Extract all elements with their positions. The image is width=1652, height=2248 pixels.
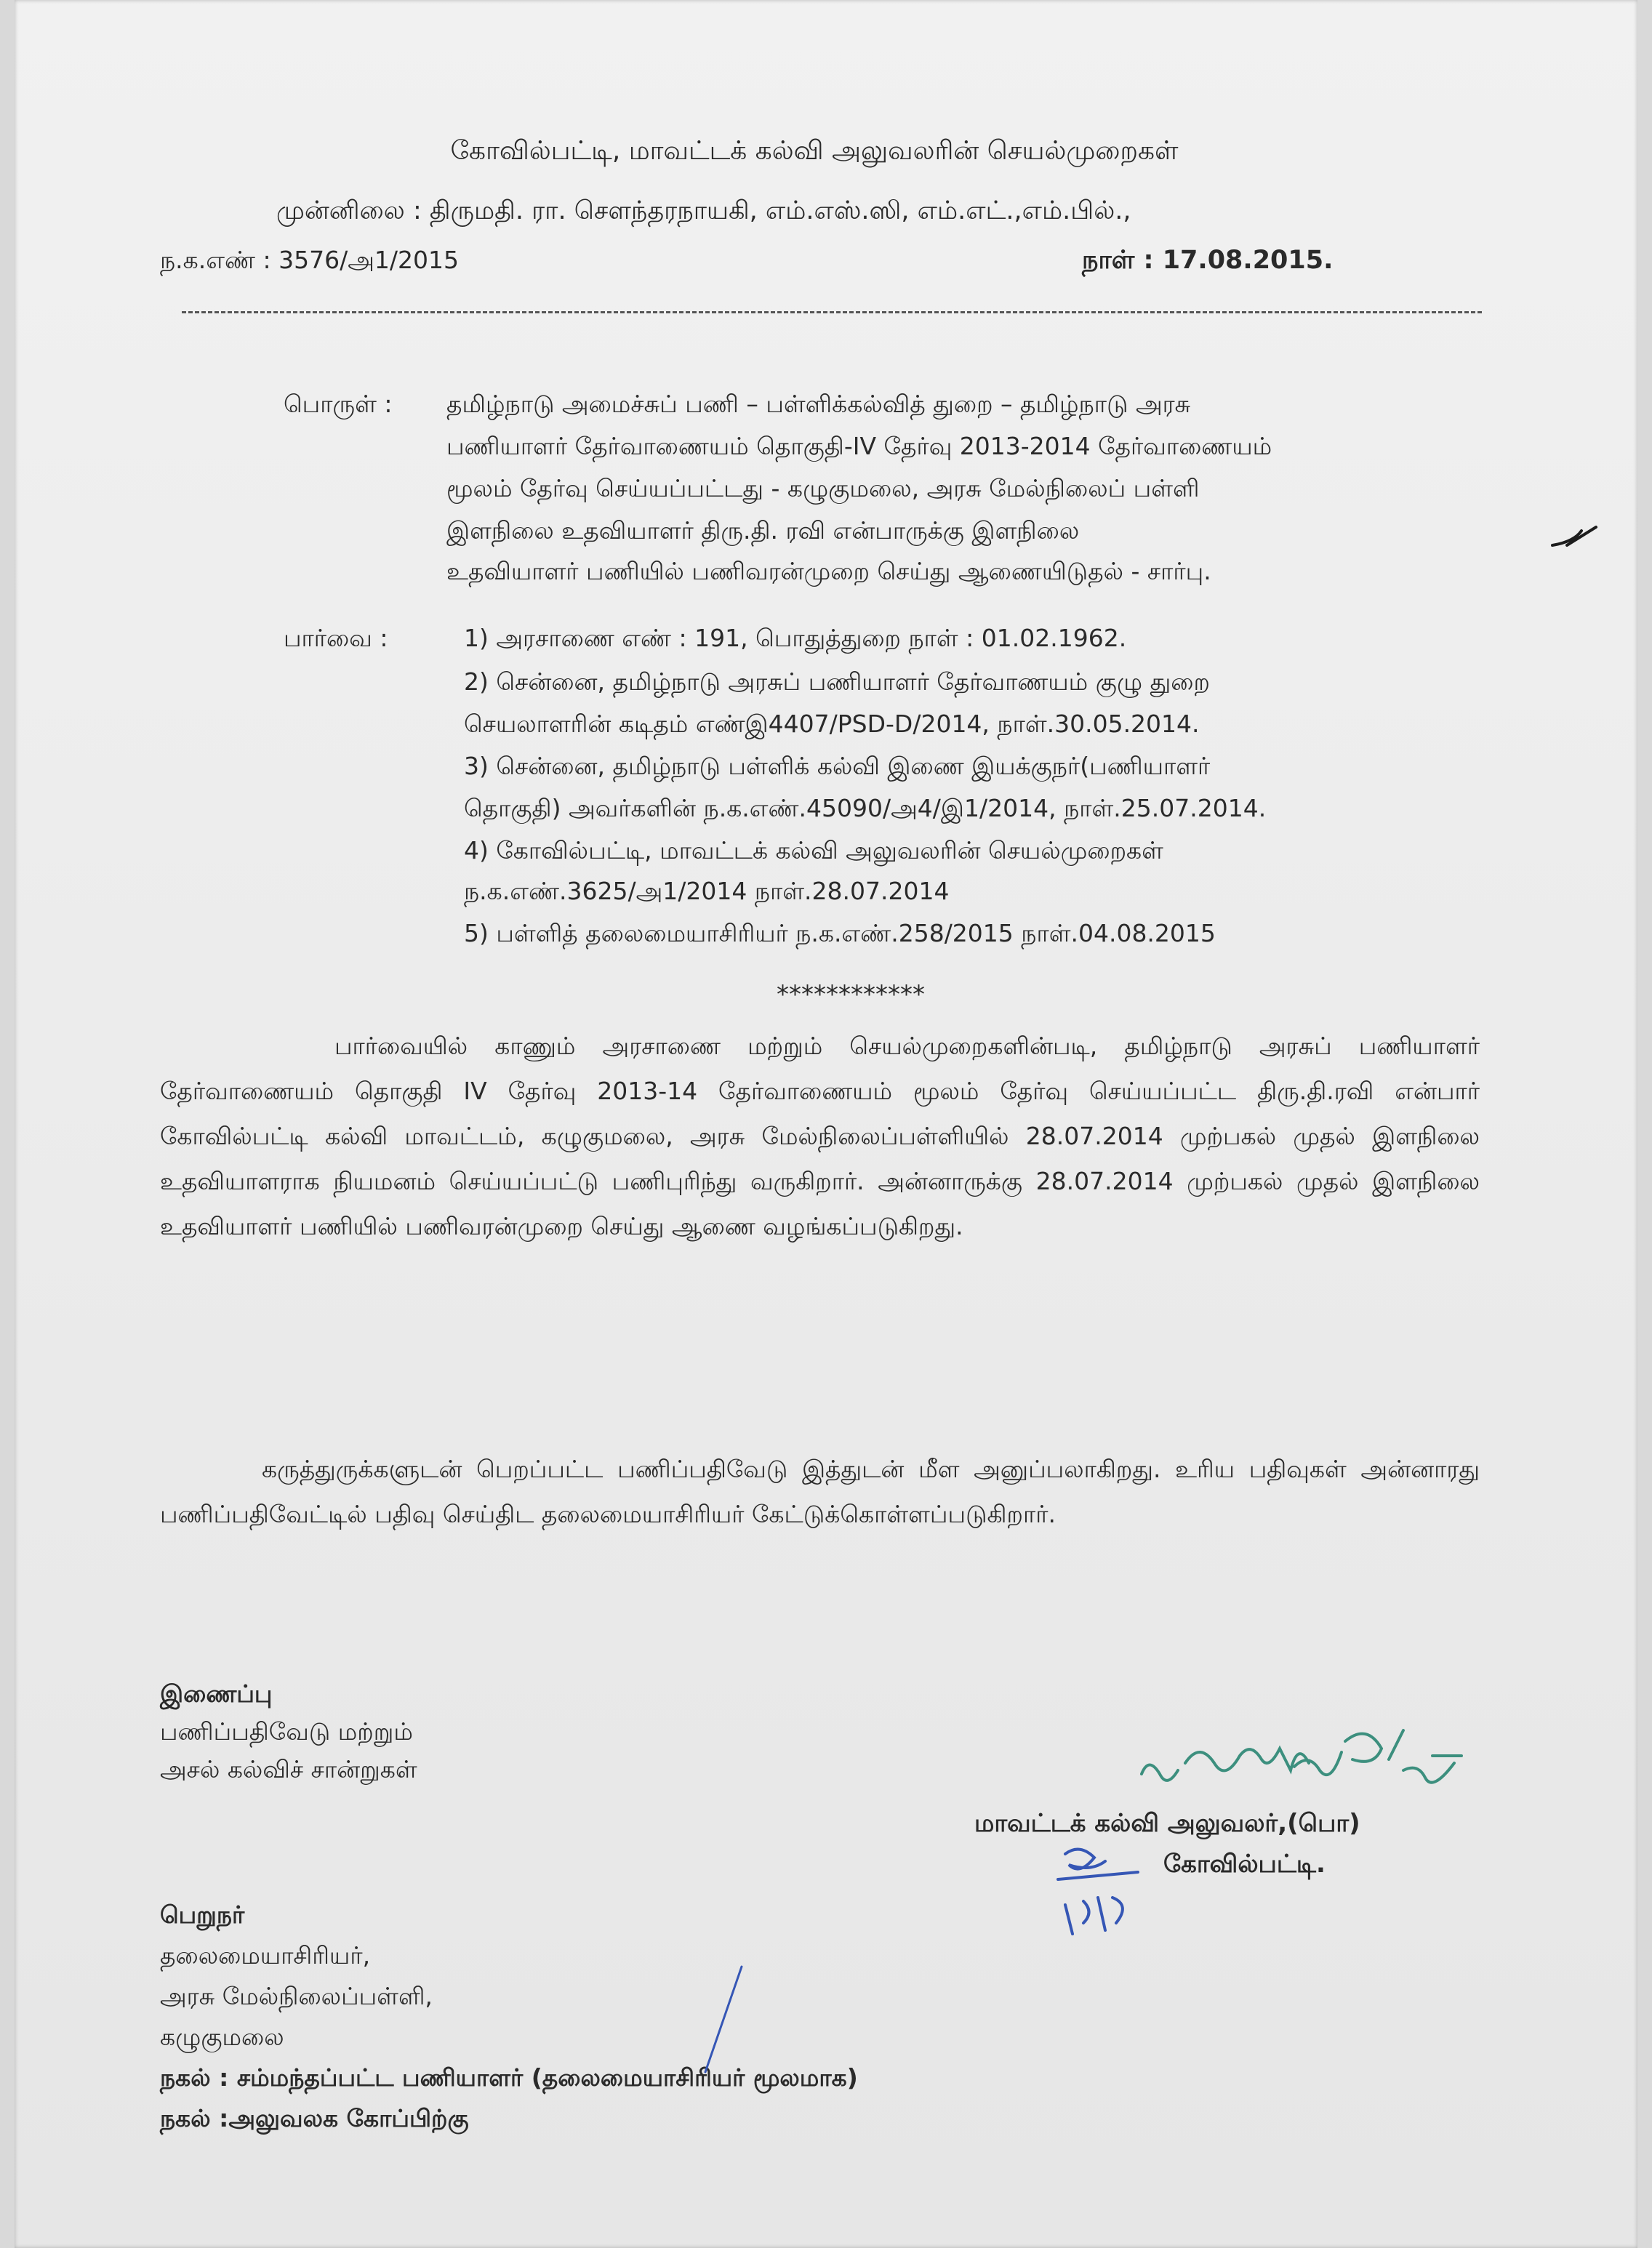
reference-line: 2) சென்னை, தமிழ்நாடு அரசுப் பணியாளர் தேர்வாணயம் குழு துறை [464,667,1210,696]
subject-line: இளநிலை உதவியாளர் திரு.தி. ரவி என்பாருக்கு இளநிலை [446,516,1080,545]
handwritten-signature [1127,1719,1491,1807]
reference-line: 1) அரசாணை எண் : 191, பொதுத்துறை நாள் : 01.02.1962. [464,624,1127,652]
recipient-title: பெறுநர் [160,1900,245,1929]
signatory-designation: மாவட்டக் கல்வி அலுவலர்,(பொ) [974,1809,1360,1838]
separator-stars: ************ [777,980,925,1009]
body-paragraph-1: பார்வையில் காணும் அரசாணை மற்றும் செயல்முறைகளின்படி, தமிழ்நாடு அரசுப் பணியாளர் தேர்வாணையம் தொகுதி IV தேர்வு 2013-14 தேர்வாணையம் மூலம் தேர்வு செய்யப்பட்ட திரு.தி.ரவி என்பார் கோவில்பட்டி கல்வி மாவட்டம், கழுகுமலை, அரசு மேல்நிலைப்பள்ளியில் 28.07.2014 முற்பகல் முதல் இளநிலை உதவியாளராக நியமனம் செய்யப்பட்டு பணிபுரிந்து வருகிறார். அன்னாருக்கு 28.07.2014 முற்பகல் முதல் இளநிலை உதவியாளர் பணியில் பணிவரன்முறை செய்து ஆணை வழங்கப்படுகிறது. [160,1032,1480,1240]
enclosure-line: அசல் கல்விச் சான்றுகள் [160,1755,417,1783]
reference-line: செயலாளரின் கடிதம் எண்இ4407/PSD-D/2014, நாள்.30.05.2014. [464,710,1200,738]
subject-line: மூலம் தேர்வு செய்யப்பட்டது - கழுகுமலை, அரசு மேல்நிலைப் பள்ளி [446,474,1200,502]
recipient-line: கழுகுமலை [160,2023,284,2051]
subject-label: பொருள் : [284,390,393,418]
copy-line: நகல் : சம்மந்தப்பட்ட பணியாளர் (தலைமையாசிரியர் மூலமாக) [160,2063,858,2092]
handwritten-initial-mark [1043,1839,1152,1941]
pen-stroke-mark [691,1963,749,2079]
enclosure-title: இணைப்பு [160,1679,273,1708]
document-date: நாள் : 17.08.2015. [1082,246,1334,275]
recipient-line: தலைமையாசிரியர், [160,1941,371,1970]
subject-line: உதவியாளர் பணியில் பணிவரன்முறை செய்து ஆணையிடுதல் - சார்பு. [446,557,1211,585]
reference-line: ந.க.எண்.3625/அ1/2014 நாள்.28.07.2014 [464,877,950,905]
reference-line: 4) கோவில்பட்டி, மாவட்டக் கல்வி அலுவலரின் செயல்முறைகள் [464,836,1163,864]
subject-line: தமிழ்நாடு அமைச்சுப் பணி – பள்ளிக்கல்வித் துறை – தமிழ்நாடு அரசு [446,390,1191,418]
reference-line: தொகுதி) அவர்களின் ந.க.எண்.45090/அ4/இ1/2014, நாள்.25.07.2014. [464,794,1267,822]
enclosure-line: பணிப்பதிவேடு மற்றும் [160,1717,413,1746]
reference-line: 3) சென்னை, தமிழ்நாடு பள்ளிக் கல்வி இணை இயக்குநர்(பணியாளர் [464,752,1211,780]
document-page [15,0,1637,2248]
presence-line: முன்னிலை : திருமதி. ரா. சௌந்தரநாயகி, எம்.எஸ்.ஸி, எம்.எட்.,எம்.பில்., [276,196,1131,225]
reference-number: ந.க.எண் : 3576/அ1/2015 [160,246,459,274]
body-paragraph-2: கருத்துருக்களுடன் பெறப்பட்ட பணிப்பதிவேடு இத்துடன் மீள அனுப்பலாகிறது. உரிய பதிவுகள் அன்னாரது பணிப்பதிவேட்டில் பதிவு செய்திட தலைமையாசிரியர் கேட்டுக்கொள்ளப்படுகிறார். [160,1455,1480,1528]
pen-stroke-mark [1549,523,1607,553]
signatory-place: கோவில்பட்டி. [1163,1850,1326,1879]
office-heading: கோவில்பட்டி, மாவட்டக் கல்வி அலுவலரின் செயல்முறைகள் [450,136,1179,166]
reference-line: 5) பள்ளித் தலைமையாசிரியர் ந.க.எண்.258/2015 நாள்.04.08.2015 [464,919,1216,947]
header-divider [182,311,1482,313]
subject-line: பணியாளர் தேர்வாணையம் தொகுதி-IV தேர்வு 2013-2014 தேர்வாணையம் [446,432,1272,460]
references-label: பார்வை : [284,624,388,652]
recipient-line: அரசு மேல்நிலைப்பள்ளி, [160,1982,433,2010]
copy-line: நகல் :அலுவலக கோப்பிற்கு [160,2104,469,2132]
